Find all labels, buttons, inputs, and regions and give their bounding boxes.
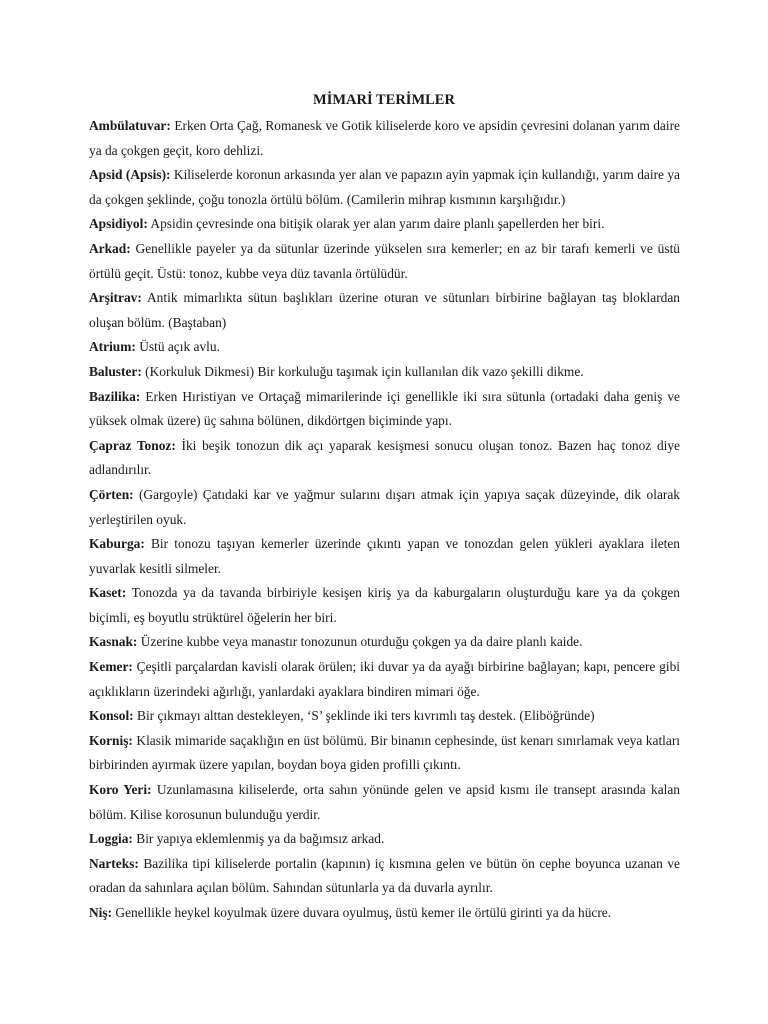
entry-term: Arkad: — [89, 240, 131, 256]
glossary-entry — [89, 434, 680, 483]
entry-definition: Üzerine kubbe veya manastır tonozunun oturduğu çokgen ya da daire planlı kaide. — [140, 634, 583, 650]
glossary-entry — [89, 483, 680, 532]
page-title: MİMARİ TERİMLER — [313, 92, 455, 108]
entry-term: Arşitrav: — [89, 290, 142, 306]
entry-definition: Kiliselerde koronun arkasında yer alan ve papazın ayin yapmak için kullandığı, yarım daire ya da çokgen şeklinde, çoğu tonozla örtülü bölüm. (Camilerin mihrap kısmının karşılığıdır.) — [89, 167, 680, 207]
entry-term: Niş: — [89, 905, 113, 920]
glossary-entry — [89, 532, 680, 581]
entry-term: Koro Yeri: — [89, 782, 152, 798]
glossary-entry — [89, 729, 680, 778]
entry-term: Atrium: — [89, 339, 136, 355]
entry-definition: Genellikle payeler ya da sütunlar üzerinde yükselen sıra kemerler; en az bir tarafı kemerli ve üstü örtülü geçit. Üstü: tonoz, kubbe veya düz tavanla örtülüdür. — [89, 240, 680, 281]
entry-definition: Klasik mimaride saçaklığın en üst bölümü. Bir binanın cephesinde, üst kenarı sınırlamak veya katları birbirinden ayırmak üzere yapılan, boydan boya giden profilli çıkıntı. — [89, 732, 681, 773]
entry-definition: Bir yapıya eklemlenmiş ya da bağımsız arkad. — [136, 831, 385, 847]
glossary-entry — [89, 114, 680, 163]
entry-term: Kasnak: — [89, 634, 138, 650]
entry-term: Kaburga: — [89, 536, 145, 552]
entry-term: Konsol: — [89, 708, 134, 724]
entry-definition: Antik mimarlıkta sütun başlıkları üzerine oturan ve sütunları birbirine bağlayan taş bloklardan oluşan bölüm. (Baştaban) — [89, 290, 681, 330]
glossary-entry — [89, 581, 680, 630]
entry-term: Bazilika: — [89, 388, 141, 404]
entry-term: Apsidiyol: — [89, 216, 148, 232]
entry-definition: Erken Orta Çağ, Romanesk ve Gotik kiliselerde koro ve apsidin çevresini dolanan yarım daire ya da çokgen geçit, koro dehlizi. — [89, 118, 680, 158]
entry-definition: Erken Hıristiyan ve Ortaçağ mimarilerinde içi genellikle iki sıra sütunla (ortadaki daha geniş ve yüksek olmak üzere) üç sahına bölünen, dikdörtgen biçiminde yapı. — [89, 388, 680, 429]
entry-term: Ambülatuvar: — [89, 118, 171, 133]
entry-term: Narteks: — [89, 855, 139, 871]
entry-definition: (Korkuluk Dikmesi) Bir korkuluğu taşımak için kullanılan dik vazo şekilli dikme. — [145, 363, 584, 379]
glossary-entry — [89, 163, 680, 212]
entry-definition: (Gargoyle) Çatıdaki kar ve yağmur sularını dışarı atmak için yapıya saçak düzeyinde, dik olarak yerleştirilen oyuk. — [89, 486, 680, 527]
entry-term: Korniş: — [89, 732, 133, 748]
entry-definition: Genellikle heykel koyulmak üzere duvara oyulmuş, üstü kemer ile örtülü girinti ya da hücre. — [115, 905, 612, 920]
glossary-entry — [89, 630, 680, 655]
entry-term: Loggia: — [89, 831, 133, 847]
entry-term: Çapraz Tonoz: — [89, 437, 176, 453]
entry-definition: Bir çıkmayı alttan destekleyen, ‘S’ şeklinde iki ters kıvrımlı taş destek. (Eliböğründe) — [137, 708, 595, 724]
glossary-entry — [89, 901, 680, 926]
entry-definition: Üstü açık avlu. — [139, 339, 220, 355]
entry-definition: Tonozda ya da tavanda birbiriyle kesişen kiriş ya da kaburgaların oluşturduğu kare ya da çokgen biçimli, eş boyutlu strüktürel öğelerin her biri. — [89, 585, 681, 625]
glossary-entry — [89, 385, 680, 434]
glossary-entry — [89, 212, 680, 237]
entry-term: Kemer: — [89, 659, 133, 675]
entry-term: Baluster: — [89, 363, 142, 379]
entry-definition: Bazilika tipi kiliselerde portalin (kapının) iç kısmına gelen ve bütün ön cephe boyunca uzanan ve oradan da sahınlara açılan bölüm. Sahından sütunlarla ya da duvarla ayrılır. — [89, 855, 680, 896]
entry-term: Çörten: — [89, 486, 134, 502]
entry-definition: Bir tonozu taşıyan kemerler üzerinde çıkıntı yapan ve tonozdan gelen yükleri ayaklara ileten yuvarlak kesitli silmeler. — [89, 536, 680, 576]
glossary-entry — [89, 335, 680, 360]
glossary-list — [89, 114, 680, 926]
entry-term: Kaset: — [89, 585, 127, 601]
glossary-entry — [89, 778, 680, 827]
entry-definition: Uzunlamasına kiliselerde, orta sahın yönünde gelen ve apsid kısmı ile transept arasında kalan bölüm. Kilise korosunun bulunduğu yerdir. — [89, 782, 680, 822]
glossary-entry — [89, 852, 680, 901]
entry-definition: İki beşik tonozun dik açı yaparak kesişmesi sonucu oluşan tonoz. Bazen haç tonoz diye adlandırılır. — [89, 437, 680, 478]
glossary-entry — [89, 286, 680, 335]
entry-term: Apsid (Apsis): — [89, 167, 171, 183]
entry-definition: Çeşitli parçalardan kavisli olarak örülen; iki duvar ya da ayağı birbirine bağlayan; kapı, pencere gibi açıklıkların üzerindeki ağırlığı, yanlardaki ayaklara bindiren mimari öğe. — [89, 659, 680, 699]
glossary-entry — [89, 655, 680, 704]
glossary-entry — [89, 827, 680, 852]
glossary-entry — [89, 237, 680, 286]
glossary-entry — [89, 704, 680, 729]
glossary-entry — [89, 360, 680, 385]
entry-definition: Apsidin çevresinde ona bitişik olarak yer alan yarım daire planlı şapellerden her biri. — [150, 216, 605, 232]
